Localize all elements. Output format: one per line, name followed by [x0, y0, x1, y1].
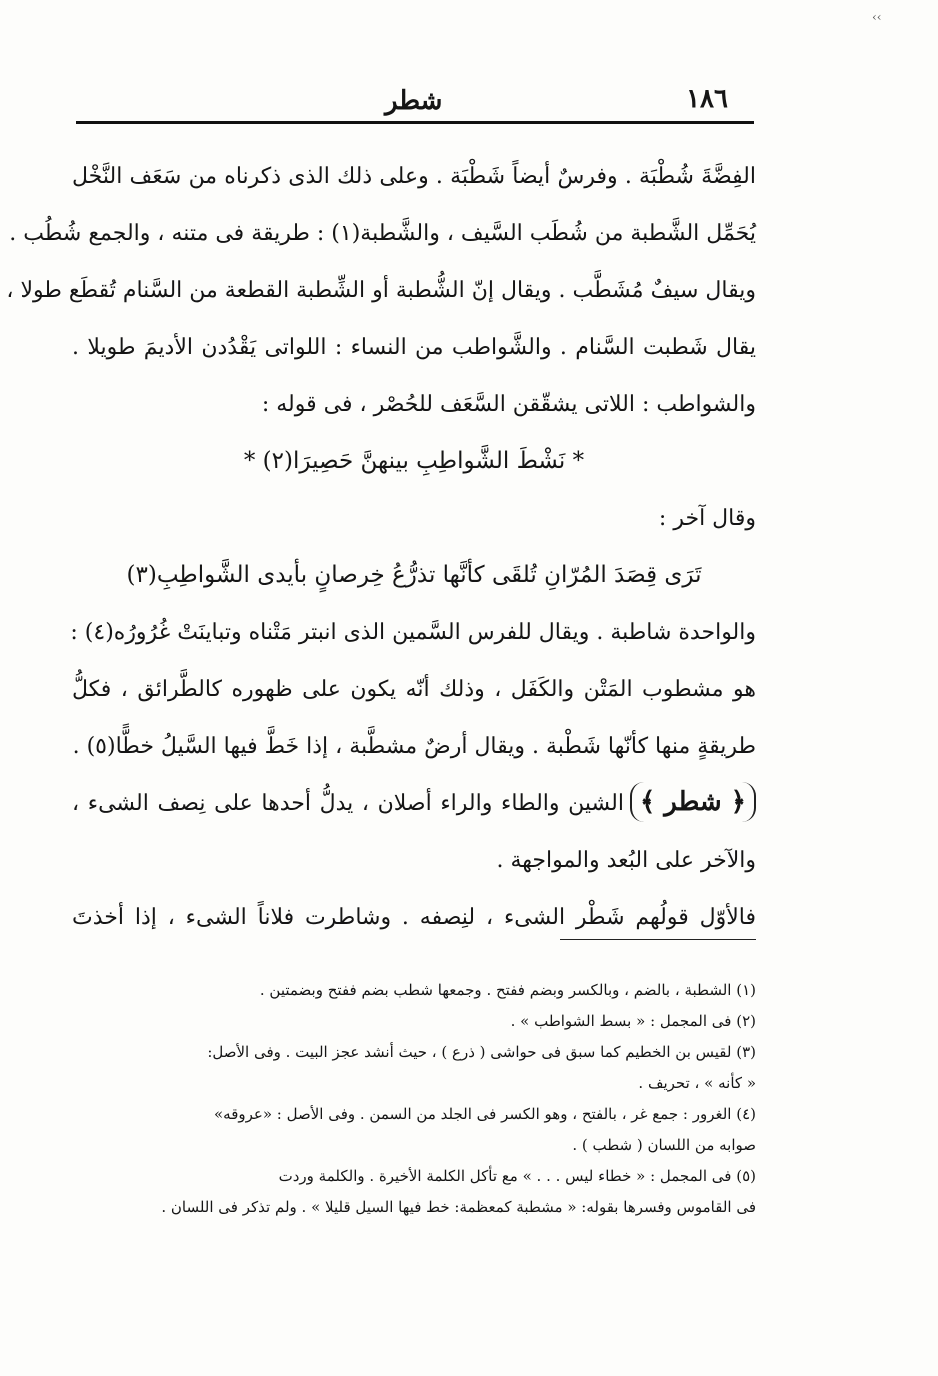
- page-number: ١٨٦: [686, 84, 728, 114]
- footnote-line: (٤) الغرور : جمع غر ، بالفتح ، وهو الكسر فى الجلد من السمن . وفى الأصل : «عروقه»: [213, 1105, 756, 1123]
- text-line: الفِضَّةَ شُطْبَة . وفرسٌ أيضاً شَطْبَة . وعلى ذلك الذى ذكرناه من سَعَف النَّخْل: [72, 164, 756, 189]
- entry-headword: ﴿ شطر ﴾: [630, 782, 756, 822]
- text-line: ويقال سيفٌ مُشَطَّب . ويقال إنّ الشُّطبة أو الشِّطبة القطعة من السَّنام تُقطَع طولا ،: [6, 278, 756, 303]
- entry-text: الشين والطاء والراء أصلان ، يدلُّ أحدها على نِصف الشىء ،: [72, 791, 624, 816]
- header-rule: [76, 121, 754, 124]
- text-line: يُحَمِّل الشَّطبة من شُطَب السَّيف ، والشَّطبة(١) : طريقة فى متنه ، والجمع شُطُب .: [9, 221, 756, 246]
- footnote-line: (٥) فى المجمل : « خطاء ليس . . . » مع تأكل الكلمة الأخيرة . والكلمة وردت: [278, 1167, 756, 1185]
- corner-mark: ‹‹: [872, 10, 882, 24]
- text-line: والواحدة شاطبة . ويقال للفرس السَّمين الذى انبتر مَتْناه وتباينَتْ غُرُورُه(٤) :: [70, 620, 756, 645]
- footnote-line: فى القاموس وفسرها بقوله: « مشطبة كمعظمة: خط فيها السيل قليلا » . ولم تذكر فى اللسان .: [161, 1198, 756, 1216]
- footnote-line: (١) الشطبة ، بالضم ، وبالكسر وبضم ففتح . وجمعها شطب بضم ففتح وبضمتين .: [259, 981, 756, 999]
- text-line: هو مشطوب المَتْن والكَفَل ، وذلك أنّه يكون على ظهوره كالطَّرائق ، فكلُّ: [72, 677, 756, 702]
- text-line: والشواطب : اللاتى يشقّقن السَّعَف للحُصْر ، فى قوله :: [261, 392, 756, 417]
- verse-line: تَرَى قِصَدَ المُرّانِ تُلقَى كأنَّها تذرُّعُ خِرصانٍ بأيدى الشَّواطِبِ(٣): [126, 562, 702, 588]
- verse-line: * نَشْطَ الشَّواطِبِ بينهنَّ حَصِيرَا(٢) *: [243, 448, 585, 474]
- footnotes: [96, 975, 756, 1223]
- footnote-line: (٣) لقيس بن الخطيم كما سبق فى حواشى ( ذرع ) ، حيث أنشد عجز البيت . وفى الأصل:: [207, 1043, 756, 1061]
- footnote-rule: [560, 939, 756, 940]
- text-line: طريقةٍ منها كأنّها شَطْبة . ويقال أرضٌ مشطَّبة ، إذا خَطَّ فيها السَّيلُ خطًّا(٥) .: [72, 734, 756, 759]
- main-text: [6, 148, 756, 946]
- text-line: والآخر على البُعد والمواجهة .: [496, 848, 756, 873]
- text-line: فالأوّل قولُهم شَطْر الشىء ، لنِصفه . وشاطرت فلاناً الشىء ، إذا أخذتَ: [72, 905, 756, 930]
- footnote-line: « كأنه » ، تحريف .: [638, 1074, 756, 1092]
- footnote-line: صوابه من اللسان ( شطب ) .: [572, 1136, 756, 1154]
- entry-first-line: [72, 775, 756, 832]
- text-line: وقال آخر :: [658, 506, 756, 531]
- text-line: يقال شَطبت السَّنام . والشَّواطب من النساء : اللواتى يَقْدُدن الأديمَ طويلا .: [72, 335, 756, 360]
- footnote-line: (٢) فى المجمل : « بسط الشواطب » .: [510, 1012, 756, 1030]
- page-title: شطر: [385, 86, 443, 116]
